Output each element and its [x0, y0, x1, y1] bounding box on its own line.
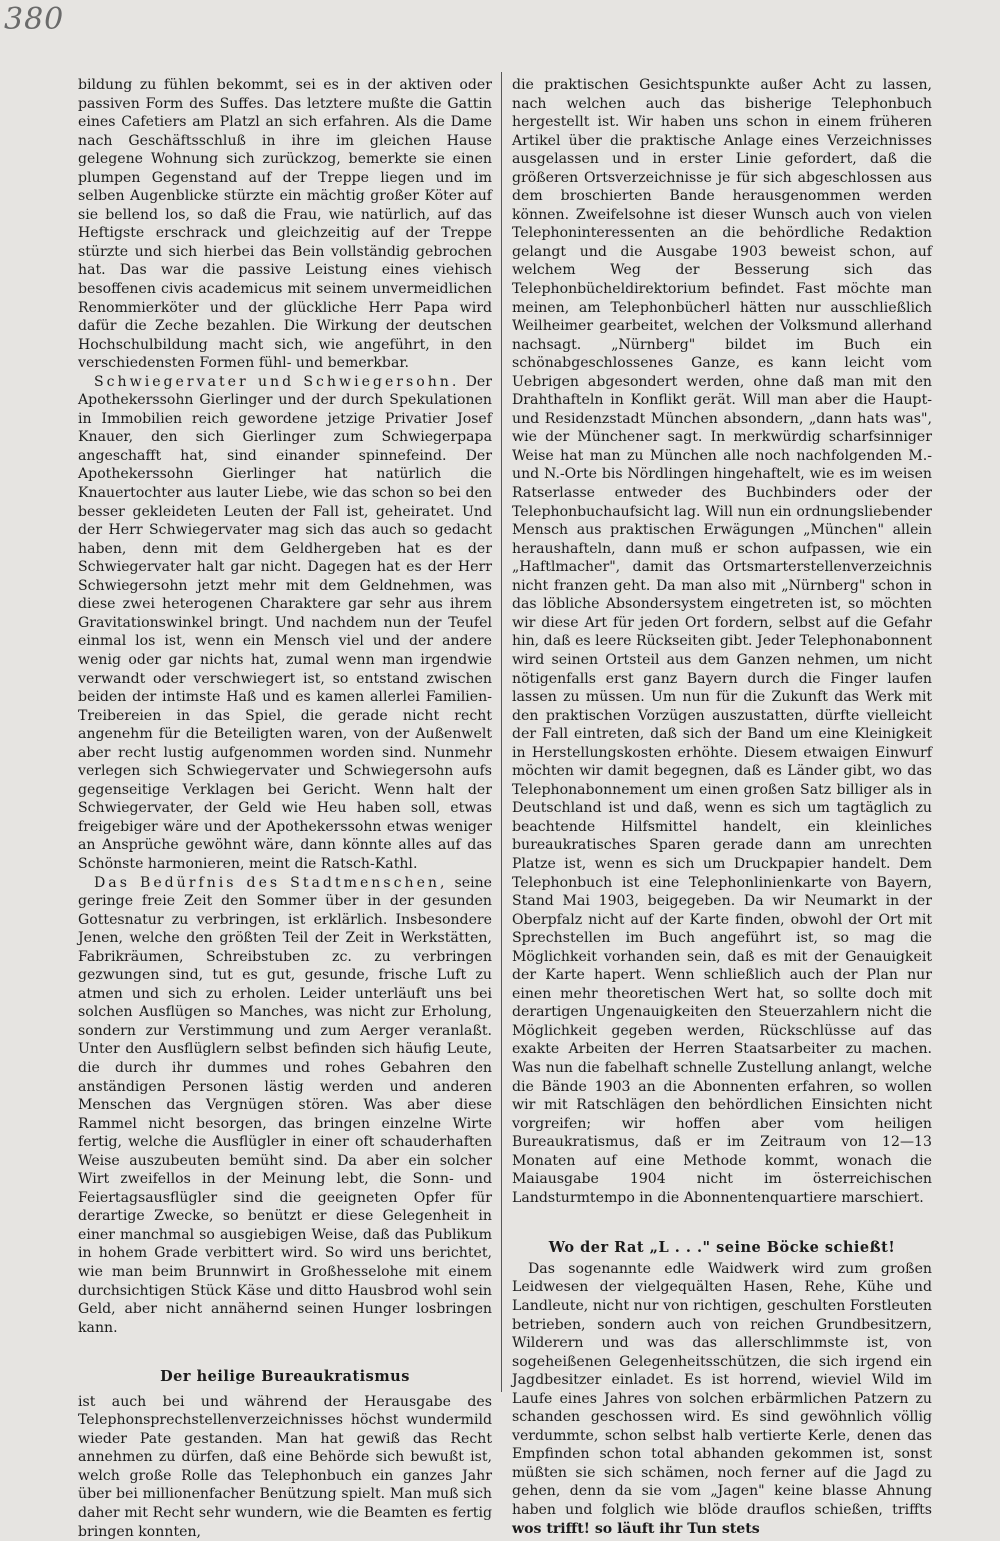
article-title-stadtmensch: Das Bedürfnis des Stadtmenschen, [94, 874, 448, 891]
article-body-rat-boecke: Das sogenannte edle Waidwerk wird zum großen Leidwesen der vielgequälten Hasen, Rehe, Kühe und Landleute, nicht nur von richtigen, geschulten Forstleuten betrieben, sondern auch von reichen Grundbesitzern, Wilderern und was das allerschlimmste ist, von sogeheißenen Gelegenheitsschützen, die sich irgend ein Jagdbesitzer einladet. Es ist horrend, wieviel Wild im Laufe eines Jahres von solchen erbärmlichen Patzern zu schanden geschossen wird. Es sind gewöhnlich völlig verdummte, schon selbst halb vertierte Kerle, denen das Empfinden schon total abhanden gekommen ist, sonst müßten sie sich schämen, noch ferner auf die Jagd zu gehen, denn da sie vom „Jagen" keine blasse Ahnung haben und folglich wie blöde drauflos schießen, triffts [512, 1260, 932, 1519]
article-title-schwiegervater: Schwiegervater und Schwiegersohn. [94, 373, 460, 390]
article-rat-boecke [512, 1260, 932, 1538]
article-stadtmensch [78, 874, 492, 1338]
left-column [78, 76, 492, 1540]
article-body-stadtmensch: seine geringe freie Zeit den Sommer über in der gesunden Gottesnatur zu verbringen, ist erklärlich. Insbesondere Jenen, welche den größten Teil der Zeit in Werkstätten, Fabrikräumen, Schreibstuben zc. zu verbringen gezwungen sind, tut es gut, gesunde, frische Luft zu atmen und sich zu erholen. Leider unterläuft uns bei solchen Ausflügen so Manches, was nicht zur Erholung, sondern zur Verstimmung und zum Aerger veranlaßt. Unter den Ausflüglern selbst befinden sich häufig Leute, die durch ihr dummes und rohes Gebahren den anständigen Personen lästig werden und anderen Menschen das Vergnügen stören. Was aber diese Rammel nicht besorgen, das bringen einzelne Wirte fertig, welche die Ausflügler in einer oft schauderhaften Weise auszubeuten bemüht sind. Da aber ein solcher Wirt zweifellos in der Meinung lebt, die Sonn- und Feiertagsausflügler sind die geeigneten Opfer für derartige Zwecke, so benützt er diese Gelegenheit in einer manchmal so ausgiebigen Weise, daß das Publikum in hohem Grade verbittert wird. So wird uns berichtet, wie man beim Brunnwirt in Großhesselohe mit einem durchsichtigen Stück Käse und ditto Hausbrod wohl sein Geld, aber nicht annähernd seinen Hunger losbringen kann. [78, 874, 492, 1336]
article-body-bold-tail: wos trifft! so läuft ihr Tun stets [512, 1520, 760, 1537]
article-body-bureaukratismus: ist auch bei und während der Herausgabe des Telephonsprechstellenverzeichnisses höchst wundermild wieder Pate gestanden. Man hat gewiß das Recht annehmen zu dürfen, daß eine Behörde sich bewußt ist, welch große Rolle das Telephonbuch ein ganzes Jahr über bei millionenfacher Benützung spielt. Man muß sich daher mit Recht sehr wundern, wie die Beamten es fertig bringen konnten, [78, 1393, 492, 1540]
right-column [512, 76, 932, 1537]
page-number: 380 [4, 2, 65, 37]
continuation-paragraph: die praktischen Gesichtspunkte außer Acht zu lassen, nach welchen auch das bisherige Telephonbuch hergestellt ist. Wir haben uns schon in einem früheren Artikel über die praktische Anlage eines Verzeichnisses ausgelassen und in erster Linie gefordert, daß die größeren Ortsverzeichnisse je für sich abgeschlossen aus dem broschierten Bande herausgenommen werden können. Zweifelsohne ist dieser Wunsch auch von vielen Telephoninteressenten an die behördliche Redaktion gelangt und die Ausgabe 1903 beweist schon, auf welchem Weg der Besserung sich das Telephonbücheldirektorium befindet. Fast möchte man meinen, am Telephonbücherl hätten nur ausschließlich Weilheimer gearbeitet, welchen der Volksmund allerhand nachsagt. „Nürnberg" bildet im Buch ein schönabgeschlossenes Ganze, es kann leicht vom Uebrigen abgesondert werden, ohne daß man mit den Drahthafteln in Konflikt gerät. Will man aber die Haupt- und Residenzstadt München absondern, „dann hats was", wie der Münchener sagt. In merkwürdig scharfsinniger Weise hat man zu München alle noch nachfolgenden M.- und N.-Orte bis Nördlingen hingehaftelt, wie es im weisen Ratserlasse entweder des Buchbinders oder der Telephonbuchaufsicht lag. Will nun ein ordnungsliebender Mensch aus praktischen Erwägungen „München" allein heraushafteln, dann muß er schon aufpassen, wie ein „Haftlmacher", damit das Ortsmarterstellenverzeichnis nicht franzen geht. Da man also mit „Nürnberg" schon in das löbliche Absondersystem eingetreten ist, so möchten wir diese Art für jeden Ort fordern, selbst auf die Gefahr hin, daß es leere Rückseiten gibt. Jeder Telephonabonnent wird seinen Ortsteil aus dem Ganzen nehmen, um nicht nötigenfalls erst ganz Bayern durch die Finger laufen lassen zu müssen. Um nun für die Zukunft das Werk mit den praktischen Vorzügen auszustatten, dürfte vielleicht der Fall eintreten, daß sich der Band um eine Kleinigkeit in Herstellungskosten erhöhte. Diesem etwaigen Einwurf möchten wir damit begegnen, daß es Länder gibt, wo das Telephonabonnement um einen großen Satz billiger als in Deutschland ist und daß, wenn es sich um tagtäglich zu beachtende Hilfsmittel handelt, ein kleinliches bureaukratisches Sparen gerade dann am unrechten Platze ist, wenn es sich um Druckpapier handelt. Dem Telephonbuch ist eine Telephonlinienkarte von Bayern, Stand Mai 1903, beigegeben. Da wir Neumarkt in der Oberpfalz nicht auf der Karte finden, obwohl der Ort mit Sprechstellen im Buch angeführt ist, so mag die Möglichkeit vorhanden sein, daß es mit der Genauigkeit der Karte hapert. Wenn schließlich auch der Plan nur einen mehr theoretischen Wert hat, so sollte doch mit derartigen Ungenauigkeiten den Steuerzahlern nicht die Möglichkeit gegeben werden, Rückschlüsse auf das exakte Arbeiten der Herren Staatsarbeiter zu machen. Was nun die fabelhaft schnelle Zustellung anlangt, welche die Bände 1903 an die Abonnenten erfahren, so wollen wir mit Ratschlägen den behördlichen Einsichten nicht vorgreifen; wir hoffen aber vom heiligen Bureaukratismus, daß er im Zeitraum von 12—13 Monaten auf eine Methode kommt, wonach die Maiausgabe 1904 nicht im österreichischen Landsturmtempo in die Abonnentenquartiere marschiert. [512, 77, 932, 1206]
column-divider [501, 72, 502, 1392]
heading-rat-boecke: Wo der Rat „L . . ." seine Böcke schießt! [548, 1239, 896, 1257]
article-body-schwiegervater: Der Apothekerssohn Gierlinger und der durch Spekulationen in Immobilien reich gewordene jetzige Privatier Josef Knauer, den sich Gierlinger zum Schwiegerpapa angeschafft hat, sind einander spinnefeind. Der Apothekerssohn Gierlinger hat natürlich die Knauertochter aus lauter Liebe, wie das schon so bei den besser gekleideten Leuten der Fall ist, geheiratet. Und der Herr Schwiegervater mag sich das auch so gedacht haben, denn mit dem Geldhergeben hat es der Schwiegervater halt gar nicht. Dagegen hat es der Herr Schwiegersohn jetzt mehr mit dem Geldnehmen, was diese zwei heterogenen Charaktere gar sehr aus ihrem Gravitationswinkel bringt. Und nachdem nun der Teufel einmal los ist, wenn ein Mensch viel und der andere wenig oder gar nichts hat, zumal wenn man irgendwie verwandt oder verschwiegert ist, so entstand zwischen beiden der intimste Haß und es kamen allerlei Familien-Treibereien in das Spiel, die gerade nicht recht angenehm für die Beteiligten waren, von der Außenwelt aber recht lustig aufgenommen worden sind. Nunmehr verlegen sich Schwiegervater und Schwiegersohn aufs gegenseitige Verklagen bei Gericht. Wenn halt der Schwiegervater, der Geld wie Heu haben soll, etwas freigebiger wäre und der Apothekerssohn etwas weniger an Ansprüche gewöhnt wäre, dann könnte alles auf das Schönste harmonieren, meint die Ratsch-Kathl. [78, 373, 492, 872]
heading-bureaukratismus: Der heilige Bureaukratismus [160, 1368, 410, 1386]
intro-paragraph: bildung zu fühlen bekommt, sei es in der aktiven oder passiven Form des Suffes. Das letztere mußte die Gattin eines Cafetiers am Platzl an sich erfahren. Als die Dame nach Geschäftsschluß in ihre im gleichen Hause gelegene Wohnung sich zurückzog, bemerkte sie einen plumpen Gegenstand auf der Treppe liegen und im selben Augenblicke stürzte ein mächtig großer Köter auf sie bellend los, so daß die Frau, wie natürlich, auf das Heftigste erschrack und gleichzeitig auf der Treppe stürzte und sich hierbei das Bein vollständig gebrochen hat. Das war die passive Leistung eines viehisch besoffenen civis academicus mit seinem unvermeidlichen Renommierköter und der glückliche Herr Papa wird dafür die Zeche bezahlen. Die Wirkung der deutschen Hochschulbildung macht sich, wie angeführt, in den verschiedensten Formen fühl- und bemerkbar. [78, 77, 492, 372]
article-schwiegervater [78, 373, 492, 874]
